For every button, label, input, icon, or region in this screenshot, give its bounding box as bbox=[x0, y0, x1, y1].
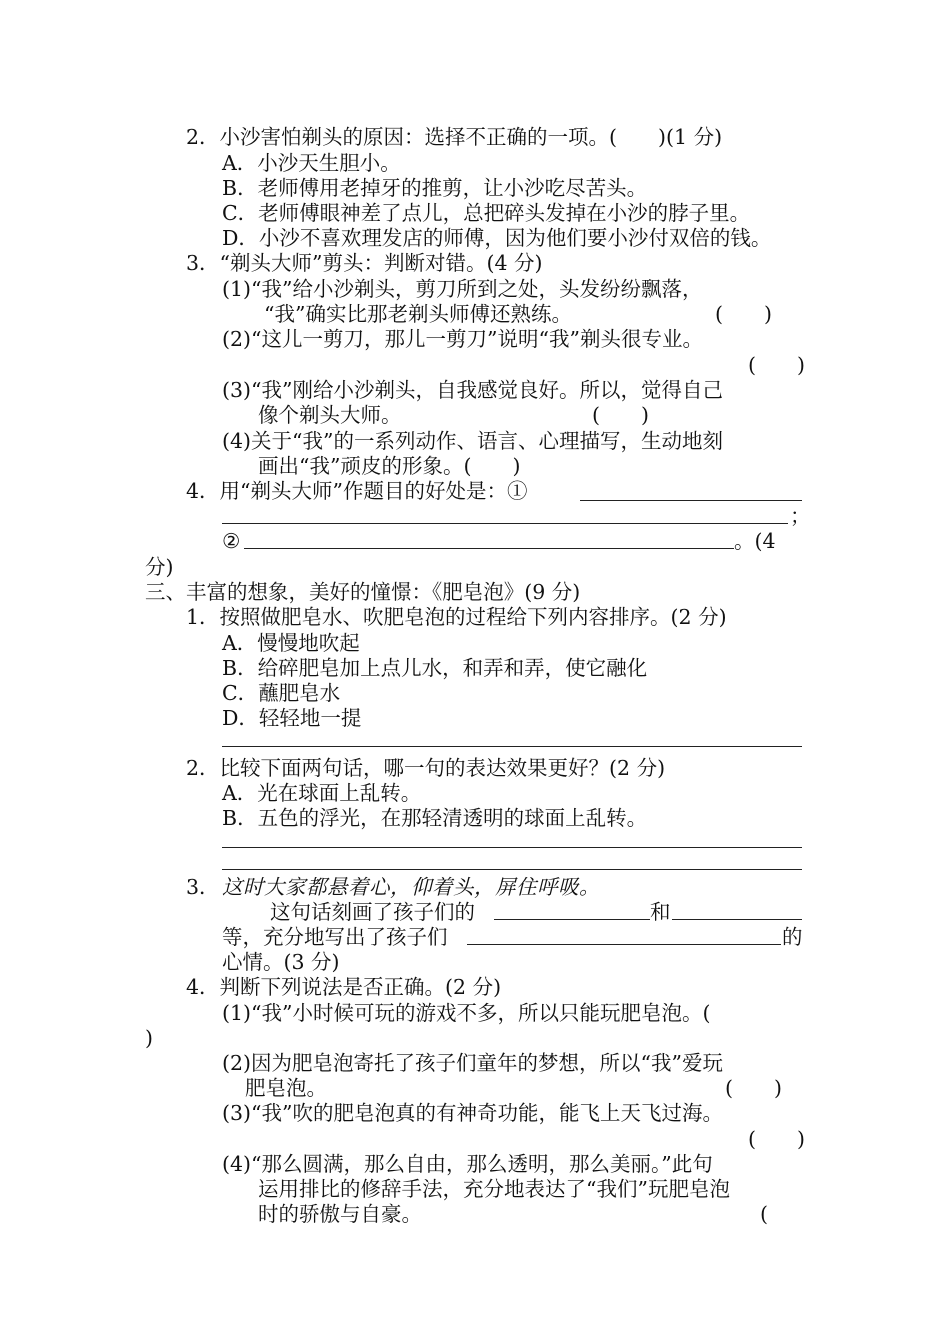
q2-option-a: A．小沙天生胆小。 bbox=[222, 151, 401, 175]
q3-item3-line2: 像个剃头大师。 bbox=[258, 403, 402, 427]
s3-q4-item2-answer-paren[interactable]: ( ) bbox=[725, 1076, 782, 1100]
s3-q3-number: 3． bbox=[186, 875, 220, 899]
q4-circle-two: ② bbox=[222, 529, 241, 553]
s3-q4-item4-line3: 时的骄傲与自豪。 bbox=[258, 1202, 422, 1226]
s3-q3-line1: 这句话刻画了孩子们的 bbox=[270, 900, 475, 924]
q4-answer-line-3[interactable] bbox=[244, 548, 734, 549]
s3-q4-item2-line1: (2)因为肥皂泡寄托了孩子们童年的梦想，所以“我”爱玩 bbox=[222, 1051, 723, 1075]
s3-q1-option-c: C．蘸肥皂水 bbox=[222, 681, 341, 705]
s3-q4-item1-line1: (1)“我”小时候可玩的游戏不多，所以只能玩肥皂泡。( bbox=[222, 1001, 711, 1025]
s3-q4-item4-line2: 运用排比的修辞手法，充分地表达了“我们”玩肥皂泡 bbox=[258, 1177, 730, 1201]
q2-option-b: B．老师傅用老掉牙的推剪，让小沙吃尽苦头。 bbox=[222, 176, 648, 200]
q3-item4-line1: (4)关于“我”的一系列动作、语言、心理描写，生动地刻 bbox=[222, 429, 723, 453]
q4-answer-line-2[interactable] bbox=[222, 523, 788, 524]
s3-q1-option-d: D．轻轻地一提 bbox=[222, 706, 362, 730]
q4-semicolon: ； bbox=[790, 504, 811, 528]
s3-q3-blank-2[interactable] bbox=[672, 919, 802, 920]
q3-item1-line1: (1)“我”给小沙剃头，剪刀所到之处，头发纷纷飘落， bbox=[222, 277, 703, 301]
s3-q4-item3-answer-paren[interactable]: ( ) bbox=[748, 1127, 805, 1151]
q3-item1-line2: “我”确实比那老剃头师傅还熟练。 bbox=[264, 302, 572, 326]
s3-q1-stem: 1．按照做肥皂水、吹肥皂泡的过程给下列内容排序。(2 分) bbox=[186, 605, 727, 629]
s3-q2-answer-line-2[interactable] bbox=[222, 869, 802, 870]
q4-score-wrap: 分) bbox=[145, 555, 174, 579]
s3-q3-de: 的 bbox=[782, 925, 803, 949]
s3-q1-option-b: B．给碎肥皂加上点儿水，和弄和弄，使它融化 bbox=[222, 656, 648, 680]
q2-stem: 2．小沙害怕剃头的原因：选择不正确的一项。( )(1 分) bbox=[186, 125, 723, 149]
q3-item3-answer-paren[interactable]: ( ) bbox=[592, 403, 649, 427]
q2-option-d: D．小沙不喜欢理发店的师傅，因为他们要小沙付双倍的钱。 bbox=[222, 226, 772, 250]
s3-q3-blank-1[interactable] bbox=[494, 919, 650, 920]
s3-q3-line2: 等，充分地写出了孩子们 bbox=[222, 925, 448, 949]
s3-q1-option-a: A．慢慢地吹起 bbox=[222, 631, 360, 655]
s3-q3-line3: 心情。(3 分) bbox=[222, 950, 340, 974]
s3-q1-answer-line[interactable] bbox=[222, 746, 802, 747]
s3-q4-item4-answer-paren[interactable]: ( bbox=[760, 1202, 768, 1226]
q3-item2-line1: (2)“这儿一剪刀，那儿一剪刀”说明“我”剃头很专业。 bbox=[222, 327, 703, 351]
s3-q4-item2-line2: 肥皂泡。 bbox=[245, 1076, 327, 1100]
s3-q3-blank-3[interactable] bbox=[467, 944, 781, 945]
s3-q3-he: 和 bbox=[650, 900, 671, 924]
q3-item1-answer-paren[interactable]: ( ) bbox=[715, 302, 772, 326]
q3-item4-line2: 画出“我”顽皮的形象。( ) bbox=[258, 454, 521, 478]
q3-stem: 3．“剃头大师”剪头：判断对错。(4 分) bbox=[186, 251, 543, 275]
s3-q2-answer-line-1[interactable] bbox=[222, 847, 802, 848]
q4-answer-line-1[interactable] bbox=[580, 500, 802, 501]
s3-q4-item1-wrap: ) bbox=[145, 1026, 153, 1050]
q4-stem: 4．用“剃头大师”作题目的好处是：① bbox=[186, 479, 528, 503]
q3-item3-line1: (3)“我”刚给小沙剃头，自我感觉良好。所以，觉得自己 bbox=[222, 378, 723, 402]
s3-q4-item3-line1: (3)“我”吹的肥皂泡真的有神奇功能，能飞上天飞过海。 bbox=[222, 1101, 723, 1125]
q3-item2-answer-paren[interactable]: ( ) bbox=[748, 353, 805, 377]
s3-q2-stem: 2．比较下面两句话，哪一句的表达效果更好？(2 分) bbox=[186, 756, 666, 780]
s3-q4-stem: 4．判断下列说法是否正确。(2 分) bbox=[186, 975, 502, 999]
q4-tail: 。(4 bbox=[734, 529, 776, 553]
s3-q3-quote: 这时大家都悬着心，仰着头，屏住呼吸。 bbox=[222, 875, 600, 899]
s3-q2-option-b: B．五色的浮光，在那轻清透明的球面上乱转。 bbox=[222, 806, 648, 830]
s3-q4-item4-line1: (4)“那么圆满，那么自由，那么透明，那么美丽。”此句 bbox=[222, 1152, 713, 1176]
q2-option-c: C．老师傅眼神差了点儿，总把碎头发掉在小沙的脖子里。 bbox=[222, 201, 751, 225]
section-3-header: 三、丰富的想象，美好的憧憬：《肥皂泡》(9 分) bbox=[145, 580, 581, 604]
s3-q2-option-a: A．光在球面上乱转。 bbox=[222, 781, 422, 805]
